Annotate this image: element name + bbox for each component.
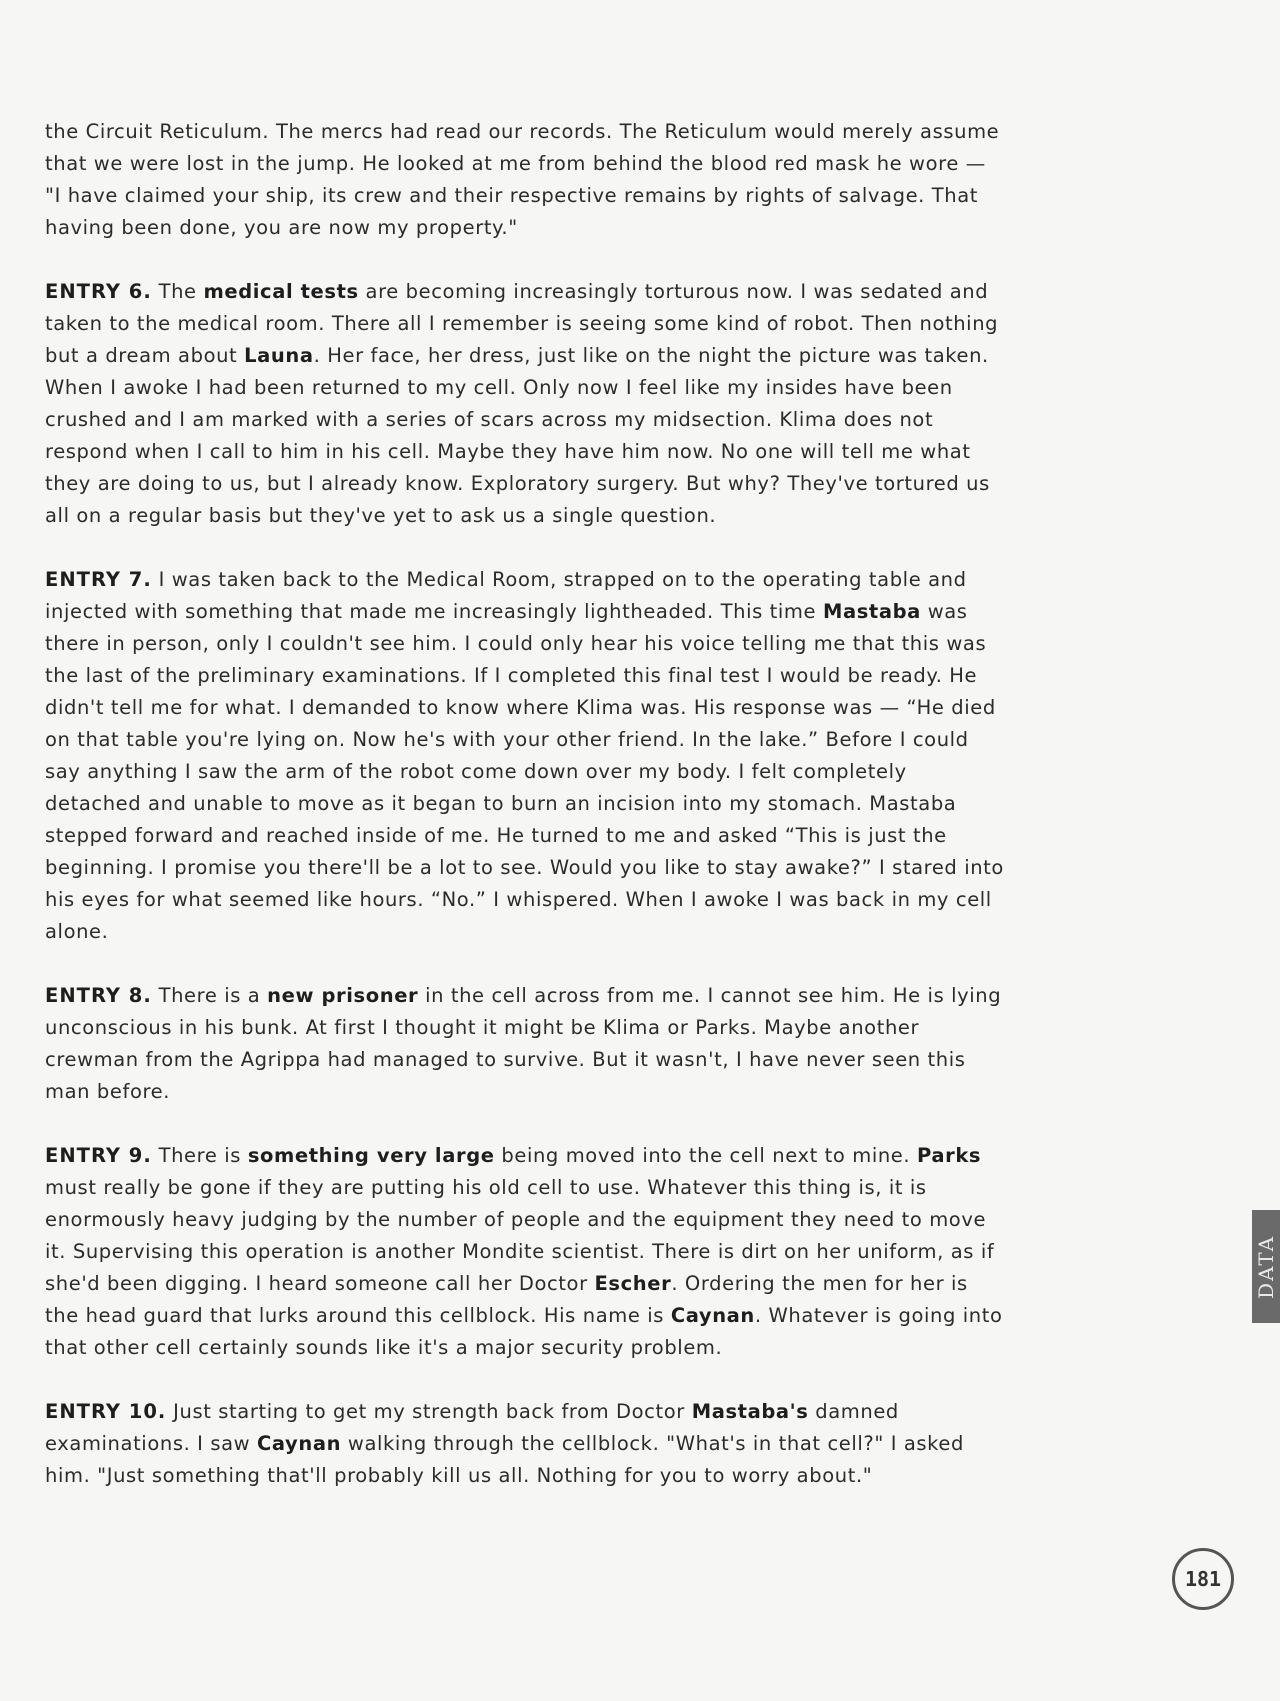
entry-8-text-1: There is a [151, 984, 268, 1007]
entry-6-paragraph [45, 276, 1005, 532]
page-number-badge: 181 [1172, 1548, 1234, 1610]
entry-6-text-1: The [151, 280, 204, 303]
entry-9-paragraph [45, 1140, 1005, 1364]
entry-6-text-2: are becoming increasingly torturous now. I was sedated and taken to the medical room. There all I remember is seeing some kind of robot. Then nothing but a dream about [45, 280, 999, 367]
text-column [45, 116, 1005, 1524]
entry-8-text-2: in the cell across from me. I cannot see him. He is lying unconscious in his bunk. At first I thought it might be Klima or Parks. Maybe another crewman from the Agrippa had managed to survive. But it wasn't, I have never seen this man before. [45, 984, 1002, 1103]
intro-paragraph [45, 116, 1005, 244]
entry-9-bold-3: Escher [594, 1272, 672, 1295]
entry-6-label: ENTRY 6. [45, 280, 152, 303]
entry-8-bold-1: new prisoner [267, 984, 419, 1007]
entry-10-bold-1: Mastaba's [691, 1400, 809, 1423]
entry-6-text-3: . Her face, her dress, just like on the night the picture was taken. When I awoke I had been returned to my cell. Only now I feel like my insides have been crushed and I am marked with a series of scars across my midsection. Klima does not respond when I call to him in his cell. Maybe they have him now. No one will tell me what they are doing to us, but I already know. Exploratory surgery. But why? They've tortured us all on a regular basis but they've yet to ask us a single question. [45, 344, 990, 527]
entry-9-text-4: . Ordering the men for her is the head guard that lurks around this cellblock. His name is [45, 1272, 968, 1327]
entry-10-text-2: damned examinations. I saw [45, 1400, 899, 1455]
intro-text: the Circuit Reticulum. The mercs had read our records. The Reticulum would merely assume that we were lost in the jump. He looked at me from behind the blood red mask he wore — "I have claimed your ship, its crew and their respective remains by rights of salvage. That having been done, you are now my property." [45, 120, 1000, 239]
entry-9-label: ENTRY 9. [45, 1144, 152, 1167]
entry-6-bold-2: Launa [244, 344, 314, 367]
entry-7-bold-1: Mastaba [822, 600, 921, 623]
section-side-tab [1252, 1210, 1280, 1323]
entry-9-bold-1: something very large [247, 1144, 495, 1167]
entry-9-text-2: being moved into the cell next to mine. [494, 1144, 917, 1167]
entry-10-bold-2: Caynan [256, 1432, 342, 1455]
entry-7-text-1: I was taken back to the Medical Room, strapped on to the operating table and injected with something that made me increasingly lightheaded. This time [45, 568, 967, 623]
entry-10-text-3: walking through the cellblock. "What's in that cell?" I asked him. "Just something that'll probably kill us all. Nothing for you to worry about." [45, 1432, 964, 1487]
section-side-tab-label: DATA [1254, 1234, 1279, 1299]
entry-9-bold-2: Parks [917, 1144, 982, 1167]
entry-10-text-1: Just starting to get my strength back from Doctor [166, 1400, 692, 1423]
entry-10-paragraph [45, 1396, 1005, 1492]
entry-10-label: ENTRY 10. [45, 1400, 167, 1423]
entry-8-paragraph [45, 980, 1005, 1108]
entry-6-bold-1: medical tests [203, 280, 359, 303]
entry-9-text-3: must really be gone if they are putting his old cell to use. Whatever this thing is, it is enormously heavy judging by the number of people and the equipment they need to move it. Supervising this operation is another Mondite scientist. There is dirt on her uniform, as if she'd been digging. I heard someone call her Doctor [45, 1176, 995, 1295]
entry-8-label: ENTRY 8. [45, 984, 152, 1007]
entry-7-paragraph [45, 564, 1005, 948]
entry-9-text-1: There is [151, 1144, 248, 1167]
entry-7-text-2: was there in person, only I couldn't see him. I could only hear his voice telling me that this was the last of the preliminary examinations. If I completed this final test I would be ready. He didn't tell me for what. I demanded to know where Klima was. His response was — “He died on that table you're lying on. Now he's with your other friend. In the lake.” Before I could say anything I saw the arm of the robot come down over my body. I felt completely detached and unable to move as it began to burn an incision into my stomach. Mastaba stepped forward and reached inside of me. He turned to me and asked “This is just the beginning. I promise you there'll be a lot to see. Would you like to stay awake?” I stared into his eyes for what seemed like hours. “No.” I whispered. When I awoke I was back in my cell alone. [45, 600, 1004, 943]
entry-9-bold-4: Caynan [670, 1304, 755, 1327]
entry-7-label: ENTRY 7. [45, 568, 152, 591]
entry-9-text-5: . Whatever is going into that other cell certainly sounds like it's a major security problem. [45, 1304, 1003, 1359]
